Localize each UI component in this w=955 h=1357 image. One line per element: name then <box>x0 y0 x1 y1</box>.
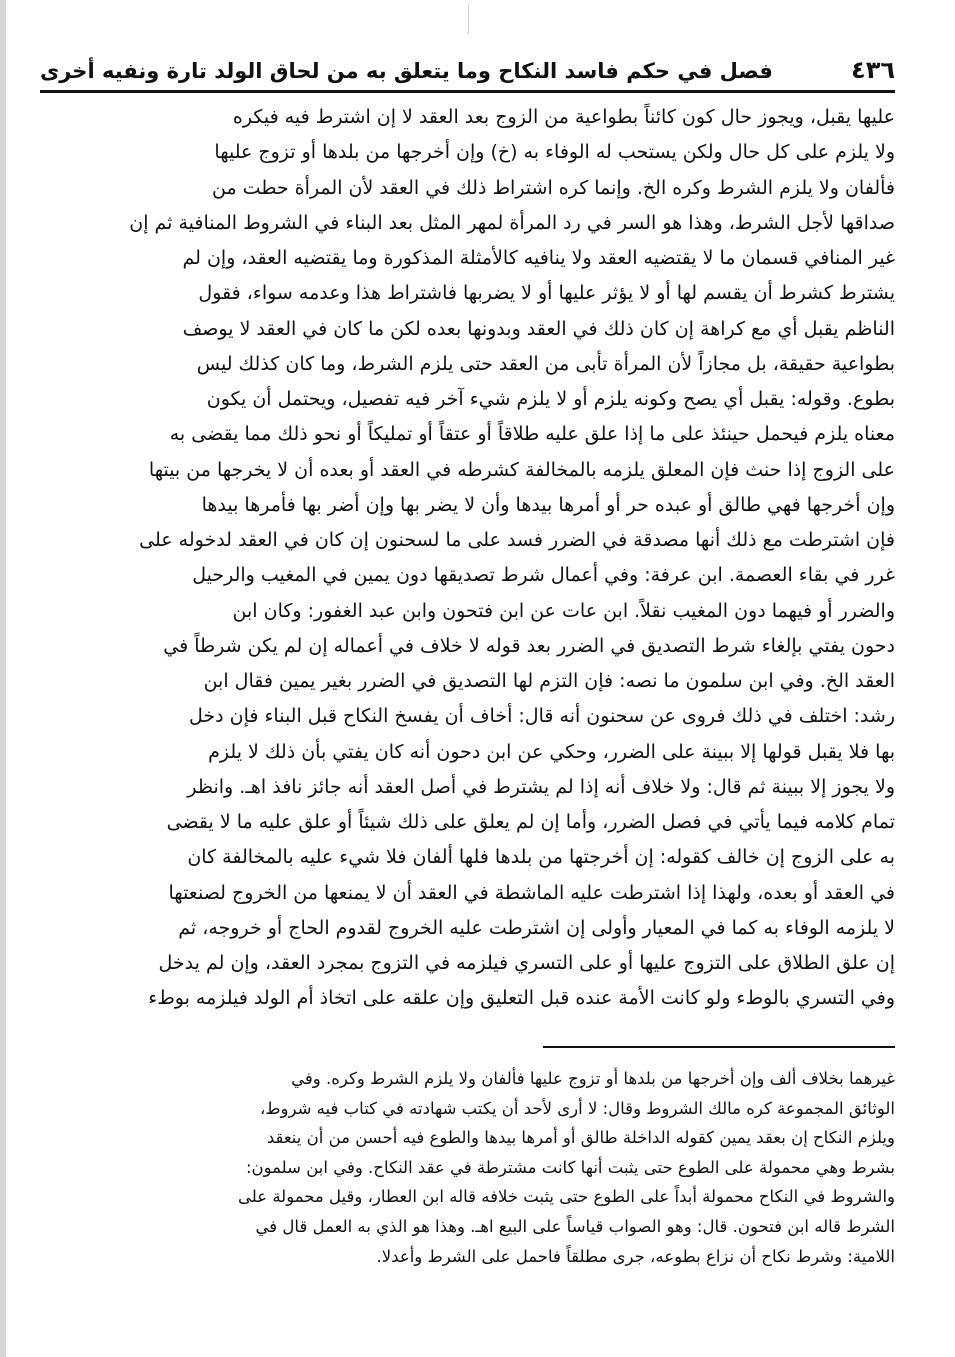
text-line: العقد الخ. وفي ابن سلمون ما نصه: فإن التزم لها التصديق في الضرر بغير يمين فقال ابن <box>203 670 895 692</box>
footnote-line: بشرط وهي محمولة على الطوع حتى يثبت أنها كانت مشترطة في عقد النكاح. وفي ابن سلمون: <box>245 1157 895 1177</box>
text-line: به على الزوج إن خالف كقوله: إن أخرجتها من بلدها فلها ألفان فلا شيء عليه بالمخالفة كان <box>187 846 895 869</box>
page-number: ٤٣٦ <box>851 56 895 84</box>
footnote-rule <box>543 1046 895 1048</box>
text-line: وإن أخرجها فهي طالق أو عبده حر أو أمرها بيدها وأن لا يضر بها وإن أضر بها فأمرها بيدها <box>201 493 895 516</box>
scan-edge-shadow <box>0 0 6 1357</box>
text-line: غير المنافي قسمان ما لا يقتضيه العقد ولا ينافيه كالأمثلة المذكورة وما يقتضيه العقد، وإن لم <box>182 247 895 269</box>
text-line: فألفان ولا يلزم الشرط وكره الخ. وإنما كره اشتراط ذلك في العقد لأن المرأة حطت من <box>212 176 895 199</box>
footnote-line: الوثائق المجموعة كره مالك الشروط وقال: لا أرى لأحد أن يكتب شهادته في كتاب فيه شروط، <box>259 1098 895 1118</box>
scan-center-mark <box>468 4 469 34</box>
footnote-line: الشرط قاله ابن فتحون. قال: وهو الصواب قياساً على البيع اهـ. وهذا هو الذي به العمل قال في <box>255 1216 895 1236</box>
main-text-block <box>40 100 895 1017</box>
text-line: عليها يقبل، ويجوز حال كون كائناً بطواعية من الزوج بعد العقد لا إن اشترط فيه فيكره <box>232 106 895 128</box>
text-line: رشد: اختلف في ذلك فروى عن سحنون أنه قال: أخاف أن يفسخ النكاح قبل البناء فإن دخل <box>188 705 895 728</box>
text-line: فإن اشترطت مع ذلك أنها مصدقة في الضرر فسد على ما لسحنون إن كان في العقد لدخوله على <box>139 529 895 551</box>
text-line: يشترط كشرط أن يقسم لها أو لا يؤثر عليها أو لا يضربها فاشتراط هذا وعدمه سواء، فقول <box>198 282 895 305</box>
text-line: بها فلا يقبل قولها إلا ببينة على الضرر، وحكي عن ابن دحون أنه كان يفتي بأن ذلك لا يلزم <box>208 740 895 763</box>
text-line: إن علق الطلاق على التزوج عليها أو على التسري فيلزمه في التزوج بمجرد العقد، وإن لم يدخل <box>158 952 895 974</box>
text-line: والضرر أو فيهما دون المغيب نقلاً. ابن عات عن ابن فتحون وابن عبد الغفور: وكان ابن <box>232 599 895 622</box>
text-line: بطواعية حقيقة، بل مجازاً لأن المرأة تأبى من العقد حتى يلزم الشرط، وما كان كذلك ليس <box>196 352 895 375</box>
running-title: فصل في حكم فاسد النكاح وما يتعلق به من لحاق الولد تارة ونفيه أخرى <box>40 59 773 83</box>
text-line: دحون يفتي بإلغاء شرط التصديق في الضرر بعد قوله لا خلاف في أعماله إن لم يكن شرطاً في <box>163 634 895 657</box>
page-header <box>40 44 895 88</box>
header-rule <box>40 90 895 93</box>
text-line: صداقها لأجل الشرط، وهذا هو السر في رد المرأة لمهر المثل بعد البناء في الشروط المنافية ثم إن <box>129 211 895 234</box>
text-line: ولا يلزم على كل حال ولكن يستحب له الوفاء به (خ) وإن أخرجها من بلدها أو تزوج عليها <box>214 141 895 164</box>
text-line: وفي التسري بالوطء ولو كانت الأمة عنده قبل التعليق وإن علقه على اتخاذ أم الولد فيلزمه بوطء <box>148 987 895 1010</box>
text-line: في العقد أو بعده، ولهذا إذا اشترطت عليه الماشطة في العقد أن لا يمنعها من الخروج لصنعتها <box>168 881 895 904</box>
text-line: ولا يجوز إلا ببينة ثم قال: ولا خلاف أنه إذا لم يشترط في أصل العقد أنه جائز نافذ اهـ. وانظر <box>187 775 895 798</box>
text-line: بطوع. وقوله: يقبل أي يصح وكونه يلزم أو لا يلزم شيء آخر فيه تفصيل، ويحتمل أن يكون <box>206 388 895 410</box>
text-line: غرر في بقاء العصمة. ابن عرفة: وفي أعمال شرط تصديقها دون يمين في المغيب والرحيل <box>192 564 895 587</box>
text-line: تمام كلامه فيما يأتي في فصل الضرر، وأما إن لم يعلق على ذلك شيئاً أو علق عليه ما لا يقضى <box>166 811 895 833</box>
footnote-line: اللامية: وشرط نكاح أن نزاع بطوعه، جرى مطلقاً فاحمل على الشرط وأعدلا. <box>376 1246 895 1266</box>
footnote-line: والشروط في النكاح محمولة أبداً على الطوع حتى يثبت خلافه قاله ابن العطار، وقيل محمولة على <box>238 1187 895 1207</box>
footnote-line: غيرهما بخلاف ألف وإن أخرجها من بلدها أو تزوج عليها فألفان ولا يلزم الشرط وكره. وفي <box>291 1069 895 1088</box>
text-line: لا يلزمه الوفاء به كما في المعيار وأولى إن اشترطت عليه الخروج لقدوم الحاج أو خروجه، ثم <box>178 916 895 939</box>
text-line: معناه يلزم فيحمل حينئذ على ما إذا علق عليه طلاقاً أو عتقاً أو تمليكاً أو نحو ذلك مما يقضى به <box>169 423 895 446</box>
footnotes-block <box>40 1064 895 1271</box>
footnote-line: ويلزم النكاح إن بعقد يمين كقوله الداخلة طالق أو أمرها بيدها والطوع فيه أحسن من أن ينعقد <box>266 1128 895 1148</box>
text-line: على الزوج إذا حنث فإن المعلق يلزمه بالمخالفة كشرطه في العقد أو بعده أن لا يخرجها من بيتها <box>148 458 895 481</box>
text-line: الناظم يقبل أي مع كراهة إن كان ذلك في العقد وبدونها بعده لكن ما كان في العقد لا يوصف <box>182 317 895 340</box>
